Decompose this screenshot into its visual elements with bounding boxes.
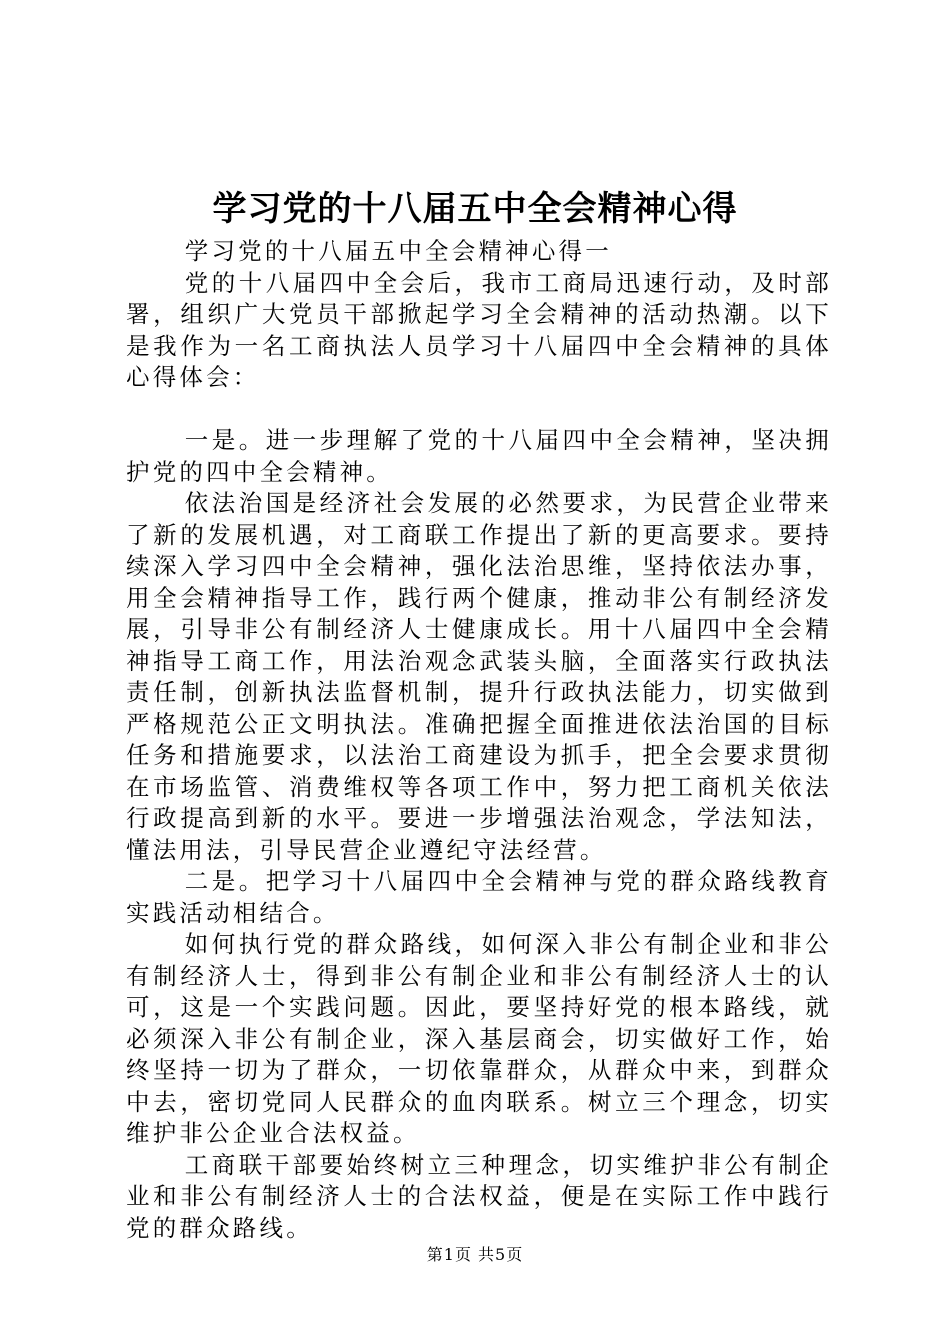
- paragraph-three-concepts: 工商联干部要始终树立三种理念，切实维护非公有制企业和非公有制经济人士的合法权益，便是在实际工作中践行党的群众路线。: [126, 1150, 832, 1242]
- document-title: 学习党的十八届五中全会精神心得: [212, 189, 738, 229]
- blank-line: [126, 394, 832, 426]
- paragraph-mass-line: 如何执行党的群众路线，如何深入非公有制企业和非公有制经济人士，得到非公有制企业和非公有制经济人士的认可，这是一个实践问题。因此，要坚持好党的根本路线，就必须深入非公有制企业，深入基层商会，切实做好工作，始终坚持一切为了群众，一切依靠群众，从群众中来，到群众中去，密切党同人民群众的血肉联系。树立三个理念，切实维护非公企业合法权益。: [126, 930, 832, 1147]
- document-body: [126, 236, 832, 1244]
- paragraph-subtitle: 学习党的十八届五中全会精神心得一: [184, 237, 612, 265]
- page-number-footer: 第1页 共5页: [426, 1245, 524, 1264]
- paragraph-rule-of-law: 依法治国是经济社会发展的必然要求，为民营企业带来了新的发展机遇，对工商联工作提出了新的更高要求。要持续深入学习四中全会精神，强化法治思维，坚持依法办事，用全会精神指导工作，践行两个健康，推动非公有制经济发展，引导非公有制经济人士健康成长。用十八届四中全会精神指导工商工作，用法治观念武装头脑，全面落实行政执法责任制，创新执法监督机制，提升行政执法能力，切实做到严格规范公正文明执法。准确把握全面推进依法治国的目标任务和措施要求，以法治工商建设为抓手，把全会要求贯彻在市场监管、消费维权等各项工作中，努力把工商机关依法行政提高到新的水平。要进一步增强法治观念，学法知法，懂法用法，引导民营企业遵纪守法经营。: [126, 489, 832, 864]
- paragraph-intro: 党的十八届四中全会后，我市工商局迅速行动，及时部署，组织广大党员干部掀起学习全会精神的活动热潮。以下是我作为一名工商执法人员学习十八届四中全会精神的具体心得体会：: [126, 268, 832, 391]
- paragraph-point-two: 二是。把学习十八届四中全会精神与党的群众路线教育实践活动相结合。: [126, 867, 832, 927]
- paragraph-point-one: 一是。进一步理解了党的十八届四中全会精神，坚决拥护党的四中全会精神。: [126, 426, 832, 486]
